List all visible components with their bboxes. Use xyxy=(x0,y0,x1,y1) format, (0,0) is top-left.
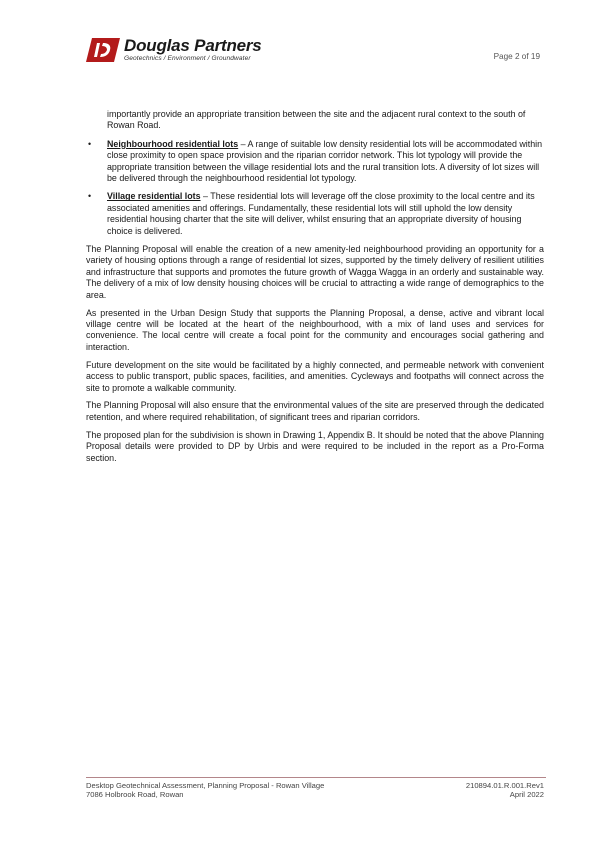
bullet-village-lots xyxy=(88,191,544,237)
page-number: Page 2 of 19 xyxy=(493,52,540,61)
page-header xyxy=(86,36,546,68)
footer-left xyxy=(86,781,324,800)
paragraph: The Planning Proposal will enable the creation of a new amenity-led neighbourhood providing an opportunity for a variety of housing options through a range of residential lot sizes, supported by the timely delivery of resilient utilities and infrastructure that supports and promotes the future growth of Wagga Wagga in an orderly and sustainable way. The delivery of a mix of low density housing choices will be crucial to attracting a wide range of demographics to the area. xyxy=(86,244,544,300)
brand-tagline: Geotechnics / Environment / Groundwater xyxy=(124,55,251,62)
bullet-term: Neighbourhood residential lots xyxy=(107,138,239,149)
bullet-text: – A range of suitable low density residential lots will be accommodated within close proximity to open space provision and the riparian corridor network. This lot typology will provide the appropriate transition between the village residential lots and the rural transition lots. A diversity of lot sizes will be delivered through the neighbourhood residential lot typology. xyxy=(107,138,543,184)
paragraph: Future development on the site would be facilitated by a highly connected, and permeable network with convenient access to public transport, public spaces, facilities, and amenities. Cycleways and footpaths will connect across the site to promote a walkable community. xyxy=(86,359,544,393)
paragraph: The proposed plan for the subdivision is shown in Drawing 1, Appendix B. It should be noted that the above Planning Proposal details were provided to DP by Urbis and were required to be included in the report as a Pro-Forma section. xyxy=(86,429,544,463)
company-logo xyxy=(86,36,276,68)
bullet-marker: • xyxy=(88,138,92,149)
footer-address: 7086 Holbrook Road, Rowan xyxy=(86,790,184,800)
brand-name: Douglas Partners xyxy=(124,36,262,55)
footer-right xyxy=(466,781,544,800)
douglas-partners-logo-icon xyxy=(86,38,120,62)
paragraph: As presented in the Urban Design Study that supports the Planning Proposal, a dense, active and vibrant local village centre will be located at the heart of the neighbourhood, with a mix of land uses and services for convenience. The local centre will create a focal point for the community and encourages social gathering and interaction. xyxy=(86,307,544,352)
footer-report-number: 210894.01.R.001.Rev1 xyxy=(465,781,544,790)
footer-date: April 2022 xyxy=(509,790,544,800)
footer-divider xyxy=(86,777,546,778)
bullet-marker: • xyxy=(88,191,92,202)
footer-report-title: Desktop Geotechnical Assessment, Planning Proposal - Rowan Village xyxy=(86,781,325,790)
continued-text: importantly provide an appropriate transition between the site and the adjacent rural context to the south of Rowan Road. xyxy=(107,109,526,131)
paragraph: The Planning Proposal will also ensure that the environmental values of the site are preserved through the dedicated retention, and where required rehabilitation, of significant trees and riparian corridors. xyxy=(86,400,544,422)
document-body xyxy=(86,109,544,470)
bullet-text: – These residential lots will leverage off the close proximity to the local centre and its associated amenities and offerings. Fundamentally, these residential lots will still uphold the low density residential housing charter that the site will deliver, whilst ensuring that an appropriate diversity of housing choice is delivered. xyxy=(107,191,535,236)
bullet-term: Village residential lots xyxy=(107,191,201,202)
bullet-neighbourhood-lots xyxy=(88,138,544,185)
